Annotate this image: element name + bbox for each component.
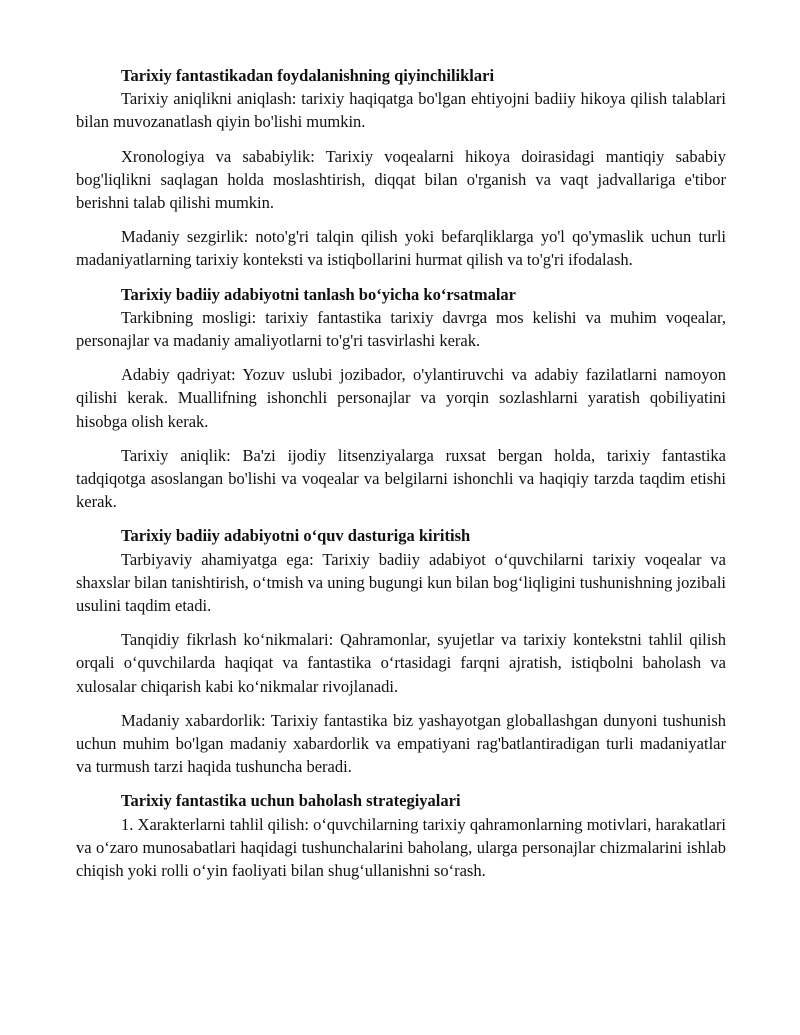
paragraph: 1. Xarakterlarni tahlil qilish: o‘quvchilarning tarixiy qahramonlarning motivlari, harakatlari va o‘zaro munosabatlari haqidagi tushunchalarini baholang, ularga personajlar chizmalarini ishlab chiqish yoki rolli o‘yin faoliyati bilan shug‘ullanishni so‘rash. [76, 814, 726, 881]
document-page [76, 64, 726, 893]
section-selection-guidelines [76, 283, 726, 514]
section-heading: Tarixiy badiiy adabiyotni o‘quv dasturiga kiritish [121, 526, 471, 546]
section-heading: Tarixiy badiiy adabiyotni tanlash bo‘yicha ko‘rsatmalar [121, 284, 516, 304]
paragraph: Tarbiyaviy ahamiyatga ega: Tarixiy badiiy adabiyot o‘quvchilarni tarixiy voqealar va shaxslar bilan tanishtirish, o‘tmish va uning bugungi kun bilan bog‘liqligini tushunishning jozibali usulini taqdim etadi. [76, 549, 726, 616]
section-challenges [76, 64, 726, 272]
paragraph: Tarixiy aniqlikni aniqlash: tarixiy haqiqatga bo'lgan ehtiyojni badiiy hikoya qilish talablari bilan muvozanatlash qiyin bo'lishi mumkin. [76, 89, 726, 132]
paragraph: Xronologiya va sababiylik: Tarixiy voqealarni hikoya doirasidagi mantiqiy sababiy bog'liqlikni saqlagan holda moslashtirish, diqqat bilan o'rganish va vaqt jadvallariga e'tibor berishni talab qilishi mumkin. [76, 146, 726, 213]
paragraph: Madaniy xabardorlik: Tarixiy fantastika biz yashayotgan globallashgan dunyoni tushunish uchun muhim bo'lgan madaniy xabardorlik va empatiyani rag'batlantiradigan turli madaniyatlar va turmush tarzi haqida tushuncha beradi. [76, 710, 726, 777]
paragraph: Tarixiy aniqlik: Ba'zi ijodiy litsenziyalarga ruxsat bergan holda, tarixiy fantastika tadqiqotga asoslangan bo'lishi va voqealar va belgilarni ishonchli va haqiqiy tarzda taqdim etishi kerak. [76, 445, 726, 512]
section-heading: Tarixiy fantastikadan foydalanishning qiyinchiliklari [121, 66, 495, 85]
section-heading: Tarixiy fantastika uchun baholash strategiyalari [121, 791, 461, 811]
paragraph: Adabiy qadriyat: Yozuv uslubi jozibador, o'ylantiruvchi va adabiy fazilatlarni namoyon qilishi kerak. Muallifning ishonchli personajlar va yorqin sozlashlarni yaratish qobiliyatini hisobga olish kerak. [76, 365, 726, 431]
paragraph: Madaniy sezgirlik: noto'g'ri talqin qilish yoki befarqliklarga yo'l qo'ymaslik uchun turli madaniyatlarning tarixiy konteksti va istiqbollarini hurmat qilish va to'g'ri ifodalash. [76, 227, 726, 270]
section-assessment [76, 789, 726, 882]
section-curriculum [76, 524, 726, 778]
paragraph: Tarkibning mosligi: tarixiy fantastika tarixiy davrga mos kelishi va muhim voqealar, personajlar va madaniy amaliyotlarni to'g'ri tasvirlashi kerak. [76, 307, 726, 351]
paragraph: Tanqidiy fikrlash ko‘nikmalari: Qahramonlar, syujetlar va tarixiy kontekstni tahlil qilish orqali o‘quvchilarda haqiqat va fantastika o‘rtasidagi farqni ajratish, istiqbolni baholash va xulosalar chiqarish kabi ko‘nikmalar rivojlanadi. [76, 630, 726, 696]
